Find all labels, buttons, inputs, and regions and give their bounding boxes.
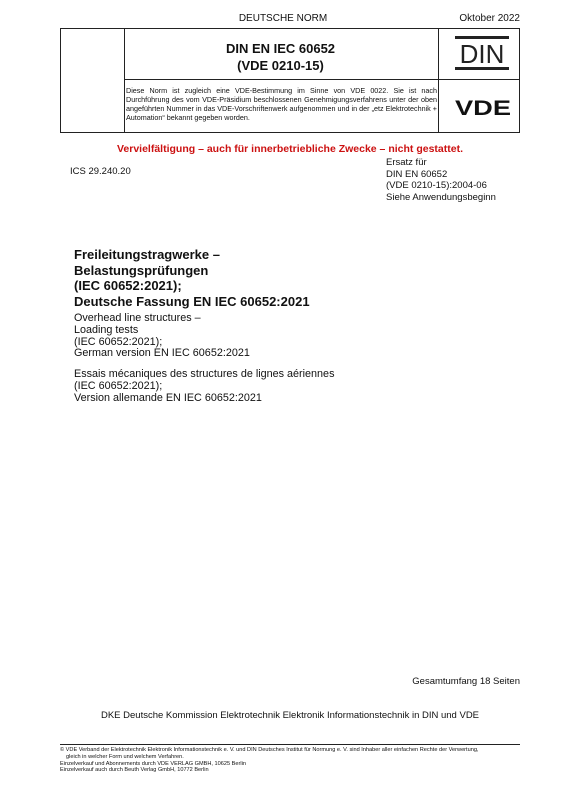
standard-number: DIN EN IEC 60652	[225, 41, 336, 56]
replacement-info	[386, 157, 496, 203]
title-english-line: (IEC 60652:2021);	[74, 335, 163, 348]
frame-divider-right	[438, 29, 439, 132]
title-english-line: Loading tests	[74, 323, 139, 336]
title-french-line: Essais mécaniques des structures de lignes aériennes	[74, 368, 335, 380]
ics-code: ICS 29.240.20	[70, 166, 131, 177]
footer-line: Einzelverkauf auch durch Beuth Verlag GmbH, 10772 Berlin	[60, 767, 209, 774]
title-english-line: German version EN IEC 60652:2021	[74, 347, 250, 360]
vde-logo-icon	[454, 96, 512, 118]
footer-divider	[60, 744, 520, 745]
footer-line: © VDE Verband der Elektrotechnik Elektronik Informationstechnik e. V. und DIN Deutsches Institut für Normung e. V. sind Inhaber aller einfachen Rechte der Verwertung,	[60, 747, 479, 753]
header-standard-type: DEUTSCHE NORM	[238, 13, 328, 24]
din-logo-icon	[455, 36, 509, 70]
title-german-line: Freileitungstragwerke –	[74, 247, 220, 262]
footer-line: Einzelverkauf und Abonnements durch VDE VERLAG GMBH, 10625 Berlin	[60, 760, 246, 767]
title-french-line: (IEC 60652:2021);	[74, 379, 163, 392]
title-german-line: (IEC 60652:2021);	[74, 278, 182, 293]
copyright-footer	[60, 747, 540, 774]
title-english-line: Overhead line structures –	[74, 312, 201, 324]
title-german	[74, 247, 310, 309]
replacement-line: (VDE 0210-15):2004-06	[386, 180, 487, 192]
header-date: Oktober 2022	[459, 13, 520, 24]
title-french-line: Version allemande EN IEC 60652:2021	[74, 391, 262, 404]
vde-logo-text: VDE	[455, 97, 511, 118]
vde-notice: Diese Norm ist zugleich eine VDE-Bestimmung im Sinne von VDE 0022. Sie ist nach Durchführung des vom VDE-Präsidium beschlossenen Genehmigungsverfahrens unter der oben angeführten Nummer in das VDE-Vorschriftenwerk aufgenommen und in der „etz Elektrotechnik + Automation“ bekannt gegeben worden.	[126, 86, 437, 122]
total-pages: Gesamtumfang 18 Seiten	[412, 676, 520, 687]
footer-line: gleich in welcher Form und welchem Verfahren.	[66, 753, 184, 760]
replacement-line: Ersatz für	[386, 157, 427, 168]
replacement-line: Siehe Anwendungsbeginn	[386, 191, 496, 203]
reproduction-notice: Vervielfältigung – auch für innerbetriebliche Zwecke – nicht gestattet.	[116, 143, 463, 155]
standard-vde-number: (VDE 0210-15)	[237, 58, 324, 73]
frame-divider-middle	[124, 79, 519, 80]
replacement-line: DIN EN 60652	[386, 168, 448, 180]
dke-line: DKE Deutsche Kommission Elektrotechnik Elektronik Informationstechnik in DIN und VDE	[100, 710, 480, 721]
title-french	[74, 369, 334, 404]
standard-title	[124, 40, 437, 74]
title-german-line: Deutsche Fassung EN IEC 60652:2021	[74, 293, 310, 309]
title-german-line: Belastungsprüfungen	[74, 262, 209, 278]
din-logo-text: DIN	[459, 39, 505, 69]
title-english	[74, 313, 250, 360]
